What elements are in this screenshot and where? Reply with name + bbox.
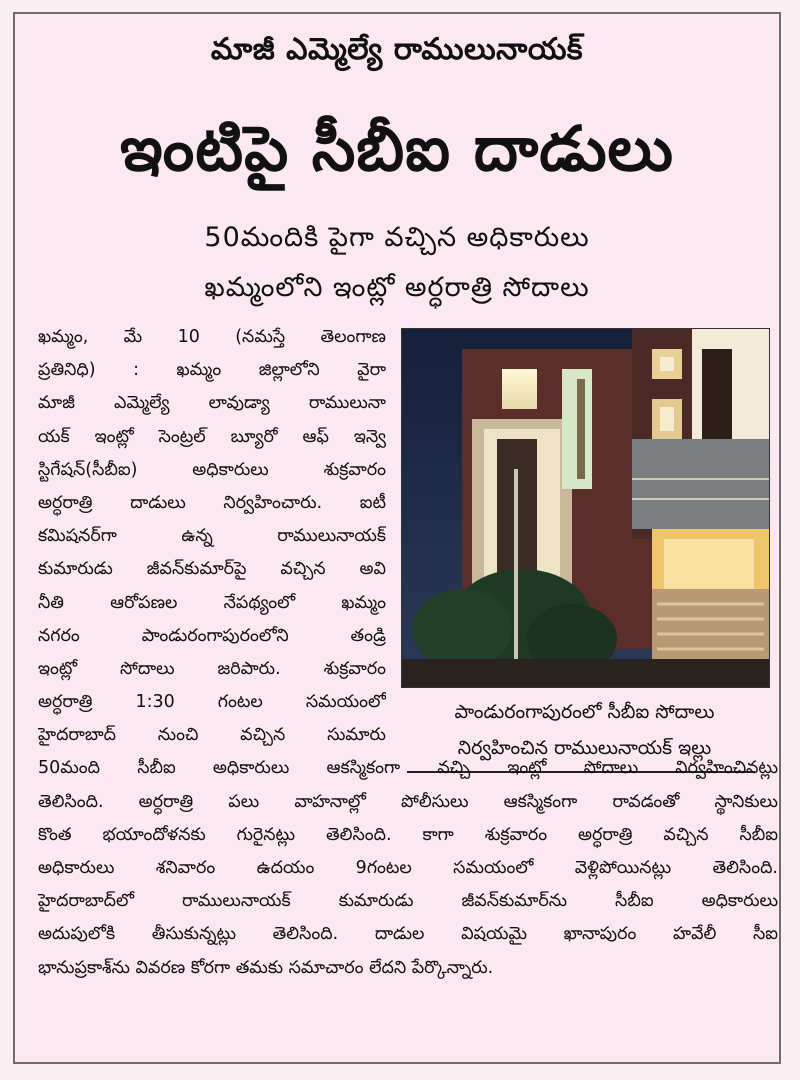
body-line: 50మంది సీబీఐ అధికారులు ఆకస్మికంగా వచ్చి ఇంట్లో సోదాలు నిర్వహించినట్లు bbox=[38, 758, 778, 779]
body-line: అదుపులోకి తీసుకున్నట్లు తెలిసింది. దాడుల విషయమై ఖానాపురం హవేలీ సీఐ bbox=[38, 924, 778, 945]
body-line: తెలిసింది. అర్ధరాత్రి పలు వాహనాల్లో పోలీసులు ఆకస్మికంగా రావడంతో స్థానికులు bbox=[38, 791, 778, 812]
body-line: భానుప్రకాశ్‌ను వివరణ కోరగా తమకు సమాచారం లేదని పేర్కొన్నారు. bbox=[38, 957, 494, 978]
article-headline: ఇంటిపై సీబీఐ దాడులు bbox=[120, 112, 674, 185]
body-line: ఇంట్లో సోదాలు జరిపారు. శుక్రవారం bbox=[38, 658, 386, 679]
body-line: ప్రతినిధి) : ఖమ్మం జిల్లాలోని వైరా bbox=[38, 360, 386, 381]
body-line: స్టిగేషన్(సీబీఐ) అధికారులు శుక్రవారం bbox=[38, 459, 386, 480]
newspaper-clipping bbox=[13, 12, 781, 1064]
body-line: ఖమ్మం, మే 10 (నమస్తే తెలంగాణ bbox=[38, 327, 386, 347]
body-line: అధికారులు శనివారం ఉదయం 9గంటల సమయంలో వెళ్లిపోయినట్లు తెలిసింది. bbox=[38, 858, 778, 878]
body-line: నీతి ఆరోపణల నేపథ్యంలో ఖమ్మం bbox=[38, 592, 386, 613]
photo-caption-line-1: పాండురంగాపురంలో సీబీఐ సోదాలు bbox=[454, 701, 715, 723]
article-kicker: మాజీ ఎమ్మెల్యే రాములునాయక్ bbox=[210, 32, 584, 67]
body-line: నగరం పాండురంగాపురంలోని తండ్రి bbox=[38, 625, 386, 646]
body-line: హైదరాబాద్‌లో రాములునాయక్ కుమారుడు జీవన్‌కుమార్‌ను సీబీఐ అధికారులు bbox=[38, 891, 778, 912]
photo-caption-line-2: నిర్వహించిన రాములునాయక్ ఇల్లు bbox=[457, 737, 712, 759]
body-line: కొంత భయాందోళనకు గురైనట్లు తెలిసింది. కాగా శుక్రవారం అర్ధరాత్రి వచ్చిన సీబీఐ bbox=[38, 824, 778, 845]
body-line: కమిషనర్‌గా ఉన్న రాములునాయక్ bbox=[38, 526, 386, 547]
body-line: మాజీ ఎమ్మెల్యే లావుడ్యా రాములునా bbox=[38, 393, 386, 414]
article-subhead-2: ఖమ్మంలోని ఇంట్లో అర్ధరాత్రి సోదాలు bbox=[204, 272, 590, 303]
article-body bbox=[38, 321, 778, 985]
body-line: కుమారుడు జీవన్‌కుమార్‌పై వచ్చిన అవి bbox=[38, 559, 386, 580]
body-line: అర్ధరాత్రి దాడులు నిర్వహించారు. ఐటీ bbox=[38, 492, 386, 513]
article-subhead-1: 50మందికి పైగా వచ్చిన అధికారులు bbox=[204, 222, 590, 253]
body-line: అర్ధరాత్రి 1:30 గంటల సమయంలో bbox=[38, 692, 386, 713]
body-line: హైదరాబాద్ నుంచి వచ్చిన సుమారు bbox=[38, 725, 386, 746]
body-line: యక్ ఇంట్లో సెంట్రల్ బ్యూరో ఆఫ్ ఇన్వె bbox=[38, 426, 386, 447]
